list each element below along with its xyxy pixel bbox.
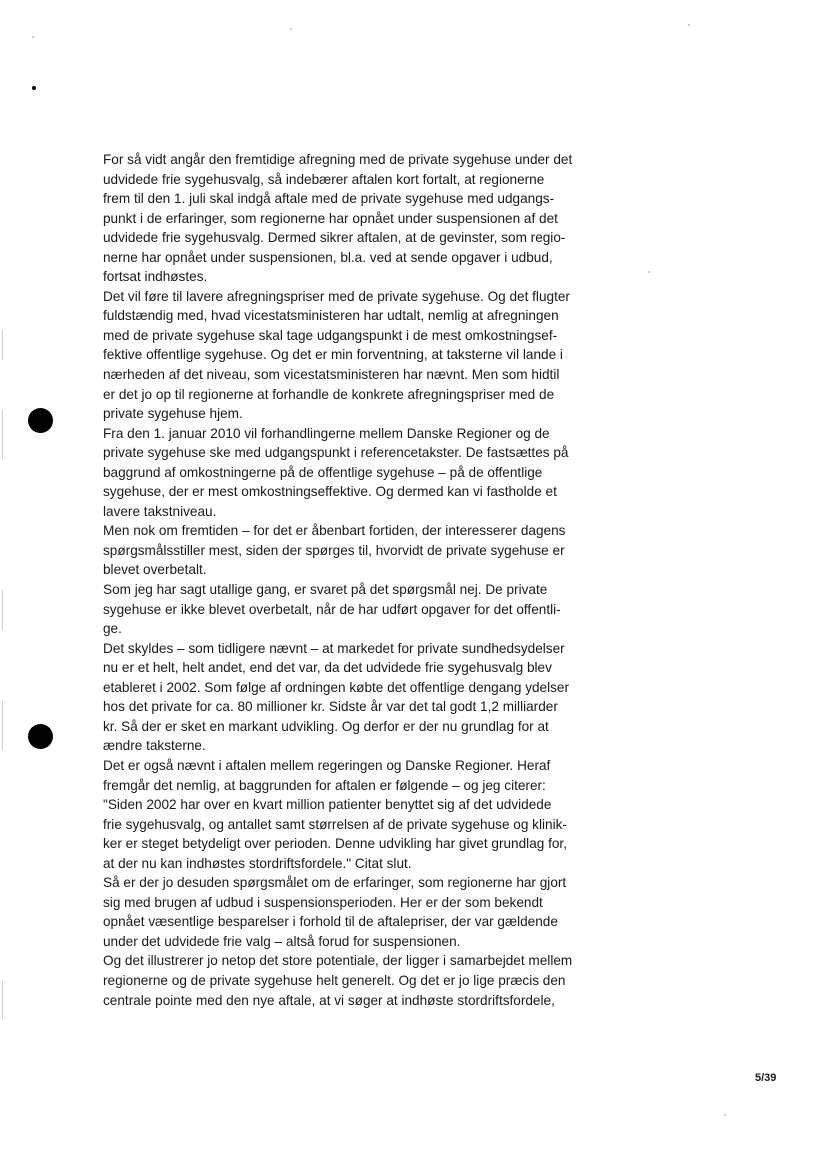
body-text: [103, 150, 593, 1010]
text-line: sig med brugen af udbud i suspensionsperioden. Her er der som bekendt: [103, 894, 543, 910]
text-line: at der nu kan indhøstes stordriftsfordele." Citat slut.: [103, 855, 412, 871]
text-line: private sygehuse ske med udgangspunkt i referencetakster. De fastsættes på: [103, 445, 569, 461]
margin-dot-small: [32, 86, 36, 90]
scan-edge-mark: [2, 410, 3, 460]
binder-hole-lower: [28, 724, 53, 749]
text-line: fuldstændig med, hvad vicestatsministeren har udtalt, nemlig at afregningen: [103, 308, 559, 324]
text-line: fektive offentlige sygehuse. Og det er min forventning, at taksterne vil lande i: [103, 347, 563, 363]
text-line: punkt i de erfaringer, som regionerne har opnået under suspensionen af det: [103, 210, 558, 226]
text-line: kr. Så der er sket en markant udvikling. Og derfor er der nu grundlag for at: [103, 718, 549, 734]
text-line: Det er også nævnt i aftalen mellem regeringen og Danske Regioner. Heraf: [103, 757, 551, 773]
text-line: nærheden af det niveau, som vicestatsministeren har nævnt. Men som hidtil: [103, 367, 560, 383]
scan-speck: [724, 1114, 726, 1116]
text-line: For så vidt angår den fremtidige afregning med de private sygehuse under det: [103, 152, 573, 167]
text-line: nerne har opnået under suspensionen, bl.a. ved at sende opgaver i udbud,: [103, 249, 553, 265]
page-number: 5/39: [755, 1072, 777, 1084]
text-line: ændre taksterne.: [103, 738, 206, 754]
text-line: er det jo op til regionerne at forhandle de konkrete afregningspriser med de: [103, 386, 555, 402]
text-line: ker er steget betydeligt over perioden. Denne udvikling har givet grundlag for,: [103, 836, 567, 852]
text-line: fortsat indhøstes.: [103, 269, 208, 285]
text-line: under det udvidede frie valg – altså forud for suspensionen.: [103, 933, 461, 949]
scan-speck: [290, 28, 292, 30]
text-line: spørgsmålsstiller mest, siden der spørges til, hvorvidt de private sygehuse er: [103, 542, 565, 558]
text-line: Så er der jo desuden spørgsmålet om de erfaringer, som regionerne har gjort: [103, 875, 567, 891]
text-line: blevet overbetalt.: [103, 562, 207, 578]
text-line: ge.: [103, 621, 122, 637]
scan-speck: [32, 36, 34, 38]
text-line: opnået væsentlige besparelser i forhold til de aftalepriser, der var gældende: [103, 914, 558, 930]
text-line: frie sygehusvalg, og antallet samt størrelsen af de private sygehuse og klinik-: [103, 816, 567, 832]
text-line: etableret i 2002. Som følge af ordningen købte det offentlige dengang ydelser: [103, 679, 570, 695]
text-line: fremgår det nemlig, at baggrunden for aftalen er følgende – og jeg citerer:: [103, 777, 546, 793]
scan-speck: [688, 24, 690, 26]
text-line: nu er et helt, helt andet, end det var, da det udvidede frie sygehusvalg blev: [103, 660, 552, 676]
scan-speck: [648, 271, 650, 273]
text-line: udvidede frie sygehusvalg, så indebærer aftalen kort fortalt, at regionerne: [103, 171, 545, 187]
text-line: frem til den 1. juli skal indgå aftale med de private sygehuse med udgangs-: [103, 191, 555, 207]
text-line: Det skyldes – som tidligere nævnt – at markedet for private sundhedsydelser: [103, 640, 565, 656]
scan-edge-mark: [2, 590, 3, 630]
text-line: Men nok om fremtiden – for det er åbenbart fortiden, der interesserer dagens: [103, 523, 566, 539]
text-line: lavere takstniveau.: [103, 503, 217, 519]
scan-edge-mark: [2, 980, 3, 1020]
text-line: regionerne og de private sygehuse helt generelt. Og det er jo lige præcis den: [103, 972, 566, 988]
text-line: udvidede frie sygehusvalg. Dermed sikrer aftalen, at de gevinster, som regio-: [103, 230, 566, 246]
text-line: Som jeg har sagt utallige gang, er svaret på det spørgsmål nej. De private: [103, 582, 548, 598]
text-line: Og det illustrerer jo netop det store potentiale, der ligger i samarbejdet mellem: [103, 953, 573, 969]
text-line: Fra den 1. januar 2010 vil forhandlingerne mellem Danske Regioner og de: [103, 425, 550, 441]
text-line: "Siden 2002 har over en kvart million patienter benyttet sig af det udvidede: [103, 797, 552, 813]
scan-edge-mark: [2, 700, 3, 750]
binder-hole-upper: [28, 408, 53, 433]
text-line: baggrund af omkostningerne på de offentlige sygehuse – på de offentlige: [103, 464, 543, 480]
text-line: private sygehuse hjem.: [103, 406, 243, 422]
text-line: sygehuse, der er mest omkostningseffektive. Og dermed kan vi fastholde et: [103, 484, 557, 500]
text-line: hos det private for ca. 80 millioner kr. Sidste år var det tal godt 1,2 milliarder: [103, 699, 558, 715]
text-line: med de private sygehuse skal tage udgangspunkt i de mest omkostningsef-: [103, 327, 558, 343]
scan-edge-mark: [2, 330, 3, 360]
text-line: sygehuse er ikke blevet overbetalt, når de har udført opgaver for det offentli-: [103, 601, 561, 617]
text-line: centrale pointe med den nye aftale, at vi søger at indhøste stordriftsfordele,: [103, 992, 555, 1008]
text-line: Det vil føre til lavere afregningspriser med de private sygehuse. Og det flugter: [103, 288, 570, 304]
